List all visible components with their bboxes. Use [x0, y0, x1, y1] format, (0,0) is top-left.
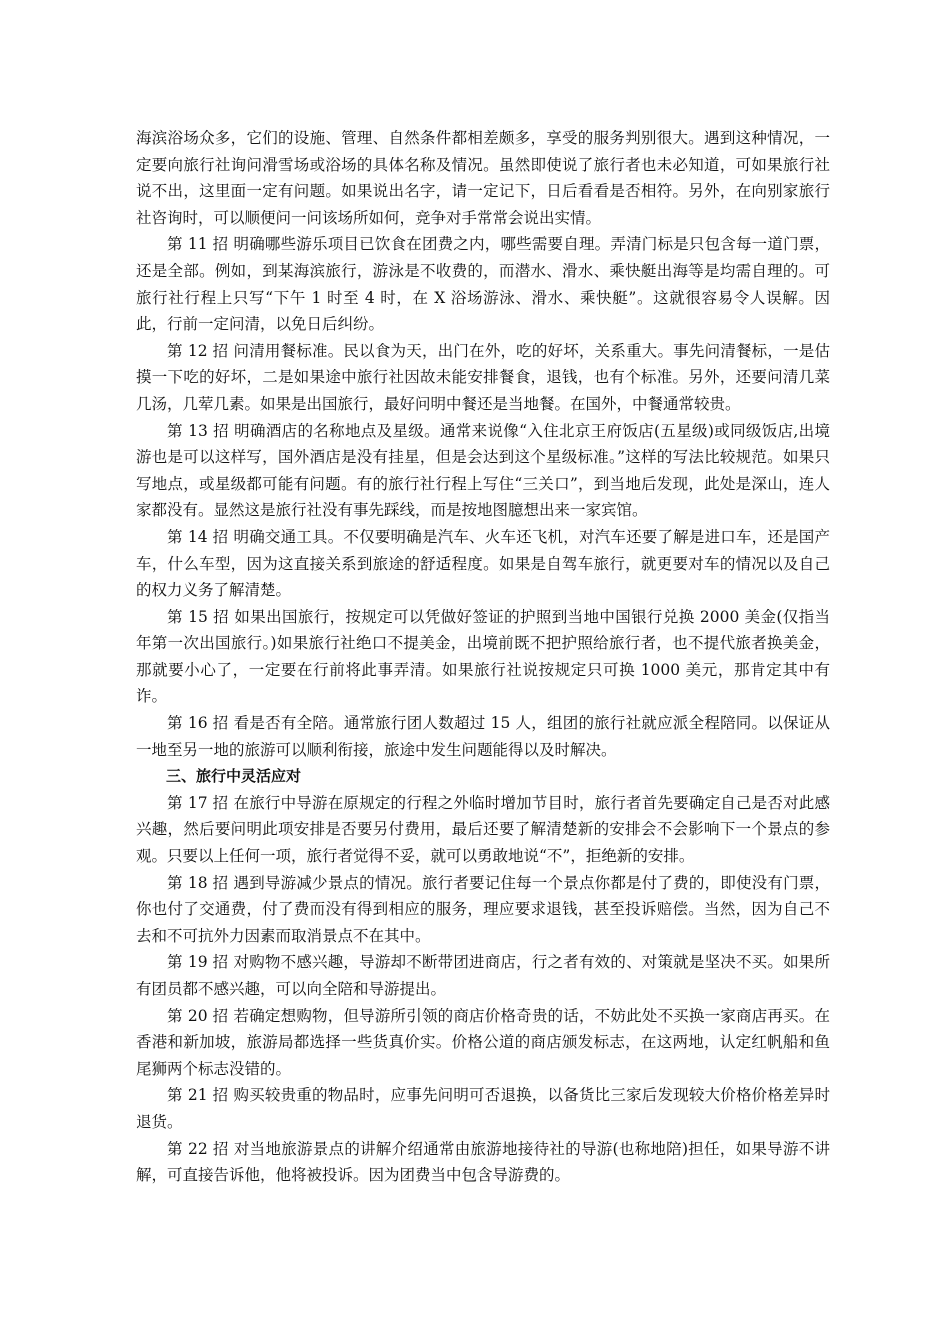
paragraph-tip-19: 第 19 招 对购物不感兴趣，导游却不断带团进商店，行之者有效的、对策就是坚决不买。如果所有团员都不感兴趣，可以向全陪和导游提出。: [136, 953, 830, 998]
paragraph-tip-14: 第 14 招 明确交通工具。不仅要明确是汽车、火车还飞机，对汽车还要了解是进口车，还是国产车，什么车型，因为这直接关系到旅途的舒适程度。如果是自驾车旅行，就更要对车的情况以及自己的权力义务了解清楚。: [136, 527, 830, 600]
paragraph-tip-20: 第 20 招 若确定想购物，但导游所引领的商店价格奇贵的话，不妨此处不买换一家商店再买。在香港和新加坡，旅游局都选择一些货真价实。价格公道的商店颁发标志，在这两地，认定红帆船和鱼尾狮两个标志没错的。: [136, 1006, 830, 1078]
paragraph-continued: 海滨浴场众多，它们的设施、管理、自然条件都相差颇多，享受的服务判别很大。遇到这种情况，一定要向旅行社询问滑雪场或浴场的具体名称及情况。虽然即使说了旅行者也未必知道，可如果旅行社说不出，这里面一定有问题。如果说出名字，请一定记下，日后看看是否相符。另外，在向别家旅行社咨询时，可以顺便问一问该场所如何，竞争对手常常会说出实情。: [136, 129, 830, 227]
paragraph-tip-18: 第 18 招 遇到导游减少景点的情况。旅行者要记住每一个景点你都是付了费的，即使没有门票，你也付了交通费，付了费而没有得到相应的服务，理应要求退钱，甚至投诉赔偿。当然，因为自己不去和不可抗外力因素而取消景点不在其中。: [136, 873, 830, 945]
paragraph-tip-22: 第 22 招 对当地旅游景点的讲解介绍通常由旅游地接待社的导游(也称地陪)担任，如果导游不讲解，可直接告诉他，他将被投诉。因为团费当中包含导游费的。: [136, 1139, 830, 1185]
paragraph-tip-15: 第 15 招 如果出国旅行，按规定可以凭做好签证的护照到当地中国银行兑换 2000 美金(仅指当年第一次出国旅行。)如果旅行社绝口不提美金，出境前既不把护照给旅行者，也不提代旅者换美金，那就要小心了，一定要在行前将此事弄清。如果旅行社说按规定只可换 1000 美元，那肯定其中有诈。: [136, 607, 830, 706]
paragraph-tip-21: 第 21 招 购买较贵重的物品时，应事先问明可否退换，以备货比三家后发现较大价格价格差异时退货。: [136, 1086, 830, 1131]
document-page: [136, 125, 830, 1189]
paragraph-tip-12: 第 12 招 问清用餐标准。民以食为天，出门在外，吃的好坏，关系重大。事先问清餐标，一是估摸一下吃的好坏，二是如果途中旅行社因故未能安排餐食，退钱，也有个标准。另外，还要问清几菜几汤，几荤几素。如果是出国旅行，最好问明中餐还是当地餐。在国外，中餐通常较贵。: [136, 341, 830, 413]
section-heading: 三、旅行中灵活应对: [166, 767, 302, 786]
paragraph-tip-11: 第 11 招 明确哪些游乐项目已饮食在团费之内，哪些需要自理。弄清门标是只包含每一道门票，还是全部。例如，到某海滨旅行，游泳是不收费的，而潜水、滑水、乘快艇出海等是均需自理的。可旅行社行程上只写“下午 1 时至 4 时，在 X 浴场游泳、滑水、乘快艇”。这就很容易令人误解。因此，行前一定问清，以免日后纠纷。: [136, 235, 830, 334]
paragraph-tip-17: 第 17 招 在旅行中导游在原规定的行程之外临时增加节目时，旅行者首先要确定自己是否对此感兴趣，然后要问明此项安排是否要另付费用，最后还要了解清楚新的安排会不会影响下一个景点的参观。只要以上任何一项，旅行者觉得不妥，就可以勇敢地说“不”，拒绝新的安排。: [136, 793, 830, 866]
paragraph-tip-16: 第 16 招 看是否有全陪。通常旅行团人数超过 15 人，组团的旅行社就应派全程陪同。以保证从一地至另一地的旅游可以顺利衔接，旅途中发生问题能得以及时解决。: [136, 714, 830, 759]
paragraph-tip-13: 第 13 招 明确酒店的名称地点及星级。通常来说像“入住北京王府饭店(五星级)或同级饭店,出境游也是可以这样写，国外酒店是没有挂星，但是会达到这个星级标准。”这样的写法比较规范。如果只写地点，或星级都可能有问题。有的旅行社行程上写住“三关口”，到当地后发现，此处是深山，连人家都没有。显然这是旅行社没有事先踩线，而是按地图臆想出来一家宾馆。: [136, 421, 830, 520]
